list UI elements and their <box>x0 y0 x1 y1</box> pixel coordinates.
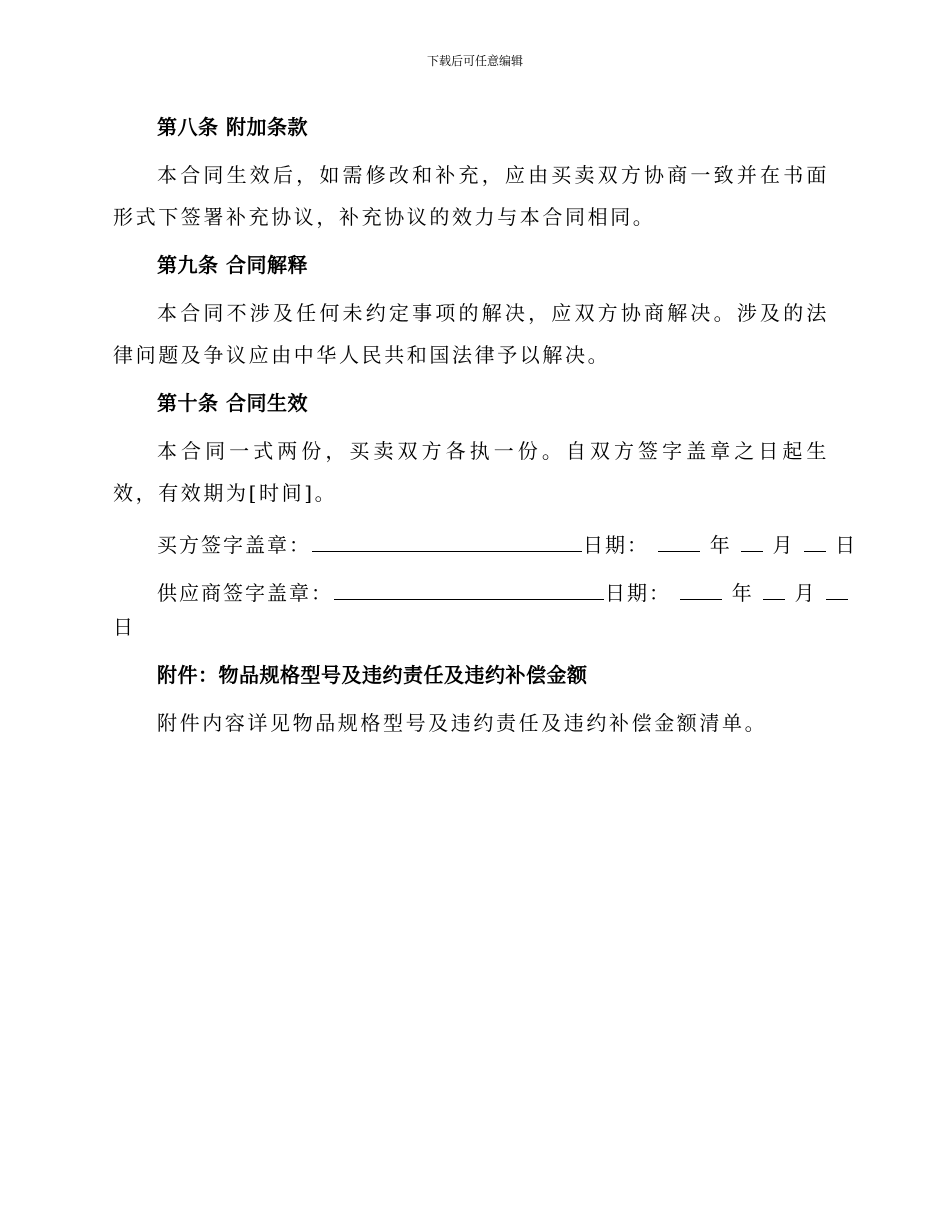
article-10-title: 第十条 合同生效 <box>157 391 308 415</box>
supplier-signature-line <box>113 576 829 644</box>
supplier-signature-blank <box>334 581 604 600</box>
buyer-month-label: 月 <box>772 533 795 557</box>
supplier-day-label: 日 <box>113 615 135 639</box>
article-9-body: 本合同不涉及任何未约定事项的解决，应双方协商解决。涉及的法律问题及争议应由中华人民共和国法律予以解决。 <box>113 301 829 367</box>
document-body <box>113 110 858 754</box>
buyer-year-label: 年 <box>709 533 732 557</box>
buyer-signature-label: 买方签字盖章： <box>157 533 311 557</box>
page-header: 下载后可任意编辑 <box>426 54 523 68</box>
supplier-month-label: 月 <box>794 581 817 605</box>
article-9-title: 第九条 合同解释 <box>157 253 308 277</box>
buyer-signature-blank <box>312 533 582 552</box>
article-10-body: 本合同一式两份，买卖双方各执一份。自双方签字盖章之日起生效，有效期为[时间]。 <box>113 439 829 505</box>
attachment-title: 附件：物品规格型号及违约责任及违约补偿金额 <box>157 663 588 687</box>
buyer-date-label: 日期： <box>583 533 649 557</box>
attachment-body: 附件内容详见物品规格型号及违约责任及违约补偿金额清单。 <box>157 711 768 735</box>
buyer-year-blank <box>658 533 700 552</box>
supplier-month-blank <box>763 581 785 600</box>
buyer-day-blank <box>804 533 826 552</box>
supplier-day-blank <box>826 581 848 600</box>
article-8-body: 本合同生效后，如需修改和补充，应由买卖双方协商一致并在书面形式下签署补充协议，补充协议的效力与本合同相同。 <box>113 163 829 229</box>
buyer-month-blank <box>741 533 763 552</box>
buyer-signature-line <box>113 524 858 566</box>
supplier-signature-label: 供应商签字盖章： <box>157 581 333 605</box>
buyer-day-label: 日 <box>835 533 858 557</box>
article-8-title: 第八条 附加条款 <box>157 115 308 139</box>
supplier-year-blank <box>680 581 722 600</box>
supplier-year-label: 年 <box>731 581 754 605</box>
supplier-date-label: 日期： <box>605 581 671 605</box>
